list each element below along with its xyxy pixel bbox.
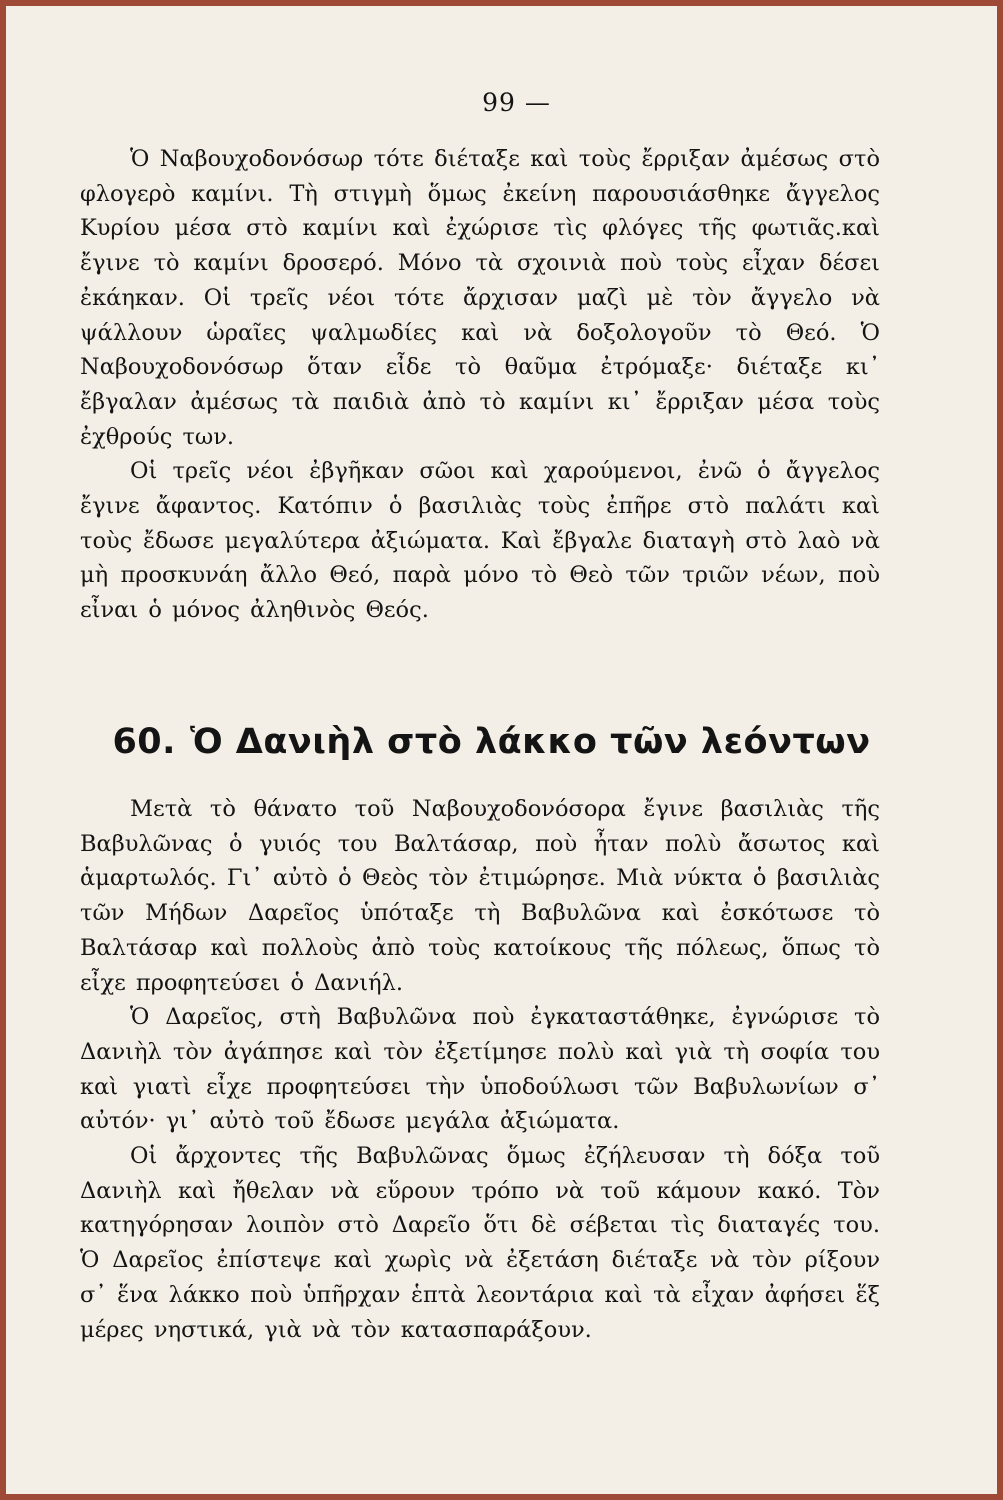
section-heading (0, 722, 1003, 762)
section-number: 60. (112, 722, 176, 762)
paragraph: Ὁ Ναβουχοδονόσωρ τότε διέταξε καὶ τοὺς ἔρριξαν ἀμέσως στὸ φλογερὸ καμίνι. Τὴ στιγμὴ ὅμως ἐκείνη παρουσιάσθηκε ἄγγελος Κυρίου μέσα στὸ καμίνι καὶ ἐχώρισε τὶς φλόγες τῆς φωτιᾶς.καὶ ἔγινε τὸ καμίνι δροσερό. Μόνο τὰ σχοινιὰ ποὺ τοὺς εἶχαν δέσει ἐκάηκαν. Οἱ τρεῖς νέοι τότε ἄρχισαν μαζὶ μὲ τὸν ἄγγελο νὰ ψάλλουν ὡραῖες ψαλμωδίες καὶ νὰ δοξολογοῦν τὸ Θεό. Ὁ Ναβουχοδονόσωρ ὅταν εἶδε τὸ θαῦμα ἐτρόμαξε· διέταξε κι᾽ ἔβγαλαν ἀμέσως τὰ παιδιὰ ἀπὸ τὸ καμίνι κι᾽ ἔρριξαν μέσα τοὺς ἐχθρούς των. (80, 146, 880, 450)
section-2-text (80, 792, 880, 1347)
paragraph: Οἱ ἄρχοντες τῆς Βαβυλῶνας ὅμως ἐζήλευσαν τὴ δόξα τοῦ Δανιὴλ καὶ ἤθελαν νὰ εὕρουν τρόπο νὰ τοῦ κάμουν κακό. Τὸν κατηγόρησαν λοιπὸν στὸ Δαρεῖο ὅτι δὲ σέβεται τὶς διαταγές του. Ὁ Δαρεῖος ἐπίστεψε καὶ χωρὶς νὰ ἐξετάση διέταξε νὰ τὸν ρίξουν σ᾽ ἕνα λάκκο ποὺ ὑπῆρχαν ἑπτὰ λεοντάρια καὶ τὰ εἶχαν ἀφήσει ἕξ μέρες νηστικά, γιὰ νὰ τὸν κατασπαράξουν. (80, 1143, 880, 1343)
section-1-text (80, 142, 880, 628)
paragraph: Μετὰ τὸ θάνατο τοῦ Ναβουχοδονόσορα ἔγινε βασιλιὰς τῆς Βαβυλῶνας ὁ γυιός του Βαλτάσαρ, ποὺ ἦταν πολὺ ἄσωτος καὶ ἁμαρτωλός. Γι᾽ αὐτὸ ὁ Θεὸς τὸν ἐτιμώρησε. Μιὰ νύκτα ὁ βασιλιὰς τῶν Μήδων Δαρεῖος ὑπόταξε τὴ Βαβυλῶνα καὶ ἐσκότωσε τὸ Βαλτάσαρ καὶ πολλοὺς ἀπὸ τοὺς κατοίκους τῆς πόλεως, ὅπως τὸ εἶχε προφητεύσει ὁ Δανιήλ. (80, 796, 880, 996)
section-title: Ὁ Δανιὴλ στὸ λάκκο τῶν λεόντων (189, 722, 871, 762)
paragraph: Ὁ Δαρεῖος, στὴ Βαβυλῶνα ποὺ ἐγκαταστάθηκε, ἐγνώρισε τὸ Δανιὴλ τὸν ἀγάπησε καὶ τὸν ἐξετίμησε πολὺ καὶ γιὰ τὴ σοφία του καὶ γιατὶ εἶχε προφητεύσει τὴν ὑποδούλωσι τῶν Βαβυλωνίων σ᾽ αὐτόν· γι᾽ αὐτὸ τοῦ ἔδωσε μεγάλα ἀξιώματα. (80, 1004, 880, 1135)
page-number: 99 — (482, 88, 551, 117)
paragraph: Οἱ τρεῖς νέοι ἐβγῆκαν σῶοι καὶ χαρούμενοι, ἐνῶ ὁ ἄγγελος ἔγινε ἄφαντος. Κατόπιν ὁ βασιλιὰς τοὺς ἐπῆρε στὸ παλάτι καὶ τοὺς ἔδωσε μεγαλύτερα ἀξιώματα. Καὶ ἔβγαλε διαταγὴ στὸ λαὸ νὰ μὴ προσκυνάη ἄλλο Θεό, παρὰ μόνο τὸ Θεὸ τῶν τριῶν νέων, ποὺ εἶναι ὁ μόνος ἀληθινὸς Θεός. (80, 458, 880, 624)
